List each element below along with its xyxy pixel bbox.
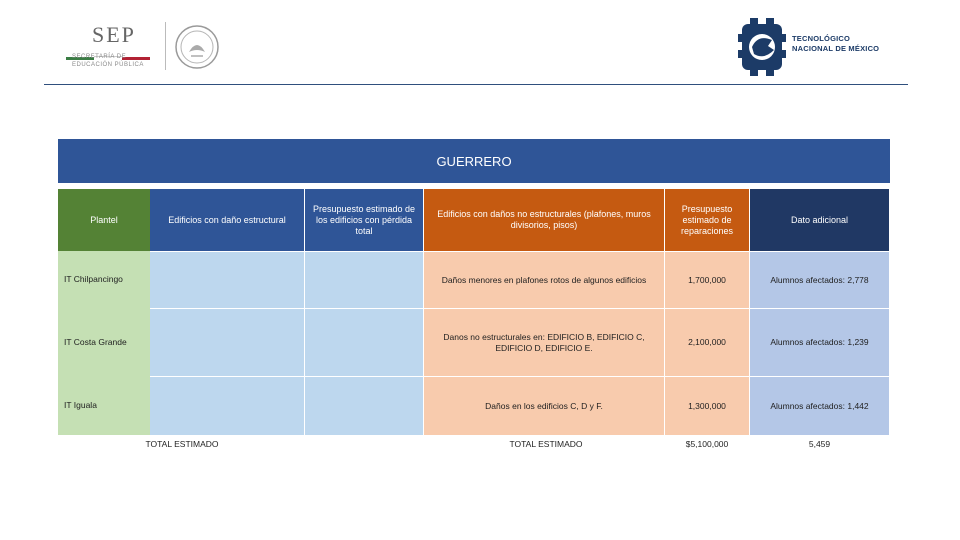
table-row-plantel: IT Iguala — [58, 376, 150, 435]
header-presupuesto-reparaciones: Presupuesto estimado de reparaciones — [665, 189, 749, 251]
tecnm-gear-icon — [738, 16, 786, 78]
table-row-estructural — [150, 377, 304, 435]
table-row-no-estructurales: Danos no estructurales en: EDIFICIO B, EDIFICIO C, EDIFICIO D, EDIFICIO E. — [424, 309, 664, 376]
sep-flag-stripe — [66, 47, 152, 51]
table-row-presupuesto-perdida — [305, 377, 423, 435]
total-presupuesto: $5,100,000 — [685, 439, 729, 449]
total-label-mid: TOTAL ESTIMADO — [509, 439, 583, 449]
table-row-dato-adicional: Alumnos afectados: 1,239 — [750, 309, 889, 376]
tecnm-wordmark: TECNOLÓGICO NACIONAL DE MÉXICO — [792, 34, 880, 53]
table-row-estructural — [150, 309, 304, 376]
header-rule — [44, 84, 908, 85]
table-row-no-estructurales: Daños en los edificios C, D y F. — [424, 377, 664, 435]
table-row-dato-adicional: Alumnos afectados: 1,442 — [750, 377, 889, 435]
sep-subtitle: SECRETARÍA DE EDUCACIÓN PÚBLICA — [72, 54, 144, 68]
table-row-presupuesto-reparaciones: 1,700,000 — [665, 252, 749, 308]
header-presupuesto-perdida: Presupuesto estimado de los edificios con pérdida total — [305, 189, 423, 251]
header-dato-adicional: Dato adicional — [750, 189, 889, 251]
total-alumnos: 5,459 — [808, 439, 831, 449]
table-row-presupuesto-perdida — [305, 252, 423, 308]
sep-logo-text: SEP — [92, 22, 136, 47]
table-title: GUERRERO — [58, 139, 890, 183]
header-estructural: Edificios con daño estructural — [150, 189, 304, 251]
table-row-presupuesto-reparaciones: 1,300,000 — [665, 377, 749, 435]
table-row-no-estructurales: Daños menores en plafones rotos de algunos edificios — [424, 252, 664, 308]
table-row-presupuesto-perdida — [305, 309, 423, 376]
header-plantel: Plantel — [58, 189, 150, 251]
national-seal-icon — [174, 24, 220, 70]
table-row-presupuesto-reparaciones: 2,100,000 — [665, 309, 749, 376]
total-label-left: TOTAL ESTIMADO — [145, 439, 219, 449]
table-row-plantel: IT Chilpancingo — [58, 251, 150, 308]
table-row-plantel: IT Costa Grande — [58, 308, 150, 376]
table-row-estructural — [150, 252, 304, 308]
table-row-dato-adicional: Alumnos afectados: 2,778 — [750, 252, 889, 308]
header-no-estructurales: Edificios con daños no estructurales (plafones, muros divisorios, pisos) — [424, 189, 664, 251]
header-divider — [165, 22, 166, 70]
